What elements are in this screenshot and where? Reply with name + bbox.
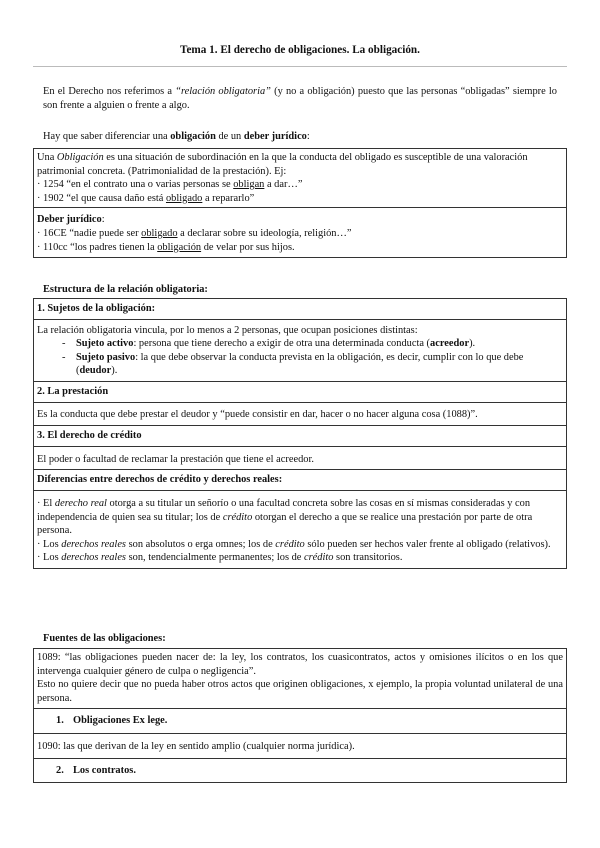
fuentes-box (33, 648, 567, 783)
prestacion-heading: 2. La prestación (34, 381, 566, 402)
sujetos-content: La relación obligatoria vincula, por lo menos a 2 personas, que ocupan posiciones distintas: - Sujeto activo: persona que tiene derecho a exigir de otra una determinada conducta (acreedor). - Sujeto pasivo: la que debe observar la conducta prevista en la obligación, es decir, cumplir con lo que debe (deudor). (34, 319, 566, 381)
estructura-box (33, 298, 567, 569)
fuente-ex-lege-heading: 1. Obligaciones Ex lege. (34, 708, 566, 733)
deber-juridico-definition: Deber jurídico: · 16CE “nadie puede ser obligado a declarar sobre su ideología, religión…” · 110cc “los padres tienen la obligación de velar por sus hijos. (34, 207, 566, 257)
credito-heading: 3. El derecho de crédito (34, 425, 566, 446)
diferencias-heading: Diferencias entre derechos de crédito y derechos reales: (34, 469, 566, 490)
distinction-lead: Hay que saber diferenciar una obligación de un deber jurídico: (43, 131, 310, 142)
fuente-contratos-heading: 2. Los contratos. (34, 758, 566, 783)
obligacion-definition: Una Obligación es una situación de subordinación en la que la conducta del obligado es susceptible de una valoración patrimonial concreta. (Patrimonialidad de la prestación). Ej: · 1254 “en el contrato una o varias personas se obligan a dar…” · 1902 “el que causa daño está obligado a repararlo” (37, 152, 528, 204)
fuentes-content: 1089: “las obligaciones pueden nacer de: la ley, los contratos, los cuasicontratos, actos y omisiones ilícitos o en los que intervenga cualquier género de culpa o negligencia”. Esto no quiere decir que no pueda haber otros actos que originen obligaciones, x ejemplo, la propia voluntad unilateral de una persona. (37, 652, 563, 704)
estructura-heading: Estructura de la relación obligatoria: (43, 284, 208, 295)
sujeto-pasivo-item: - Sujeto pasivo: la que debe observar la conducta prevista en la obligación, es decir, cumplir con lo que debe (deudor). (37, 351, 563, 378)
intro-paragraph: En el Derecho nos referimos a “relación obligatoria” (y no a obligación) puesto que las personas “obligadas” siempre lo son frente a alguien o frente a algo. (43, 86, 557, 111)
fuentes-heading: Fuentes de las obligaciones: (43, 633, 166, 644)
credito-content: El poder o facultad de reclamar la prestación que tiene el acreedor. (34, 446, 566, 470)
prestacion-content: Es la conducta que debe prestar el deudor y “puede consistir en dar, hacer o no hacer alguna cosa (1088)”. (34, 402, 566, 426)
definitions-box (33, 148, 567, 258)
title-divider (33, 66, 567, 67)
page-title: Tema 1. El derecho de obligaciones. La obligación. (180, 44, 420, 56)
diferencias-content: · El derecho real otorga a su titular un señorío o una facultad concreta sobre las cosas en sí mismas consideradas y con independencia de quien sea su titular; los de crédito otorgan el derecho a que se realice una prestación por parte de otra persona. · Los derechos reales son absolutos o erga omnes; los de crédito sólo pueden ser hechos valer frente al obligado (relativos). · Los derechos reales son, tendencialmente permanentes; los de crédito son transitorios. (34, 490, 566, 568)
sujeto-activo-item: - Sujeto activo: persona que tiene derecho a exigir de otra una determinada conducta (acreedor). (37, 337, 563, 351)
sujetos-heading: 1. Sujetos de la obligación: (37, 303, 156, 314)
fuente-ex-lege-content: 1090: las que derivan de la ley en sentido amplio (cualquier norma jurídica). (34, 733, 566, 758)
